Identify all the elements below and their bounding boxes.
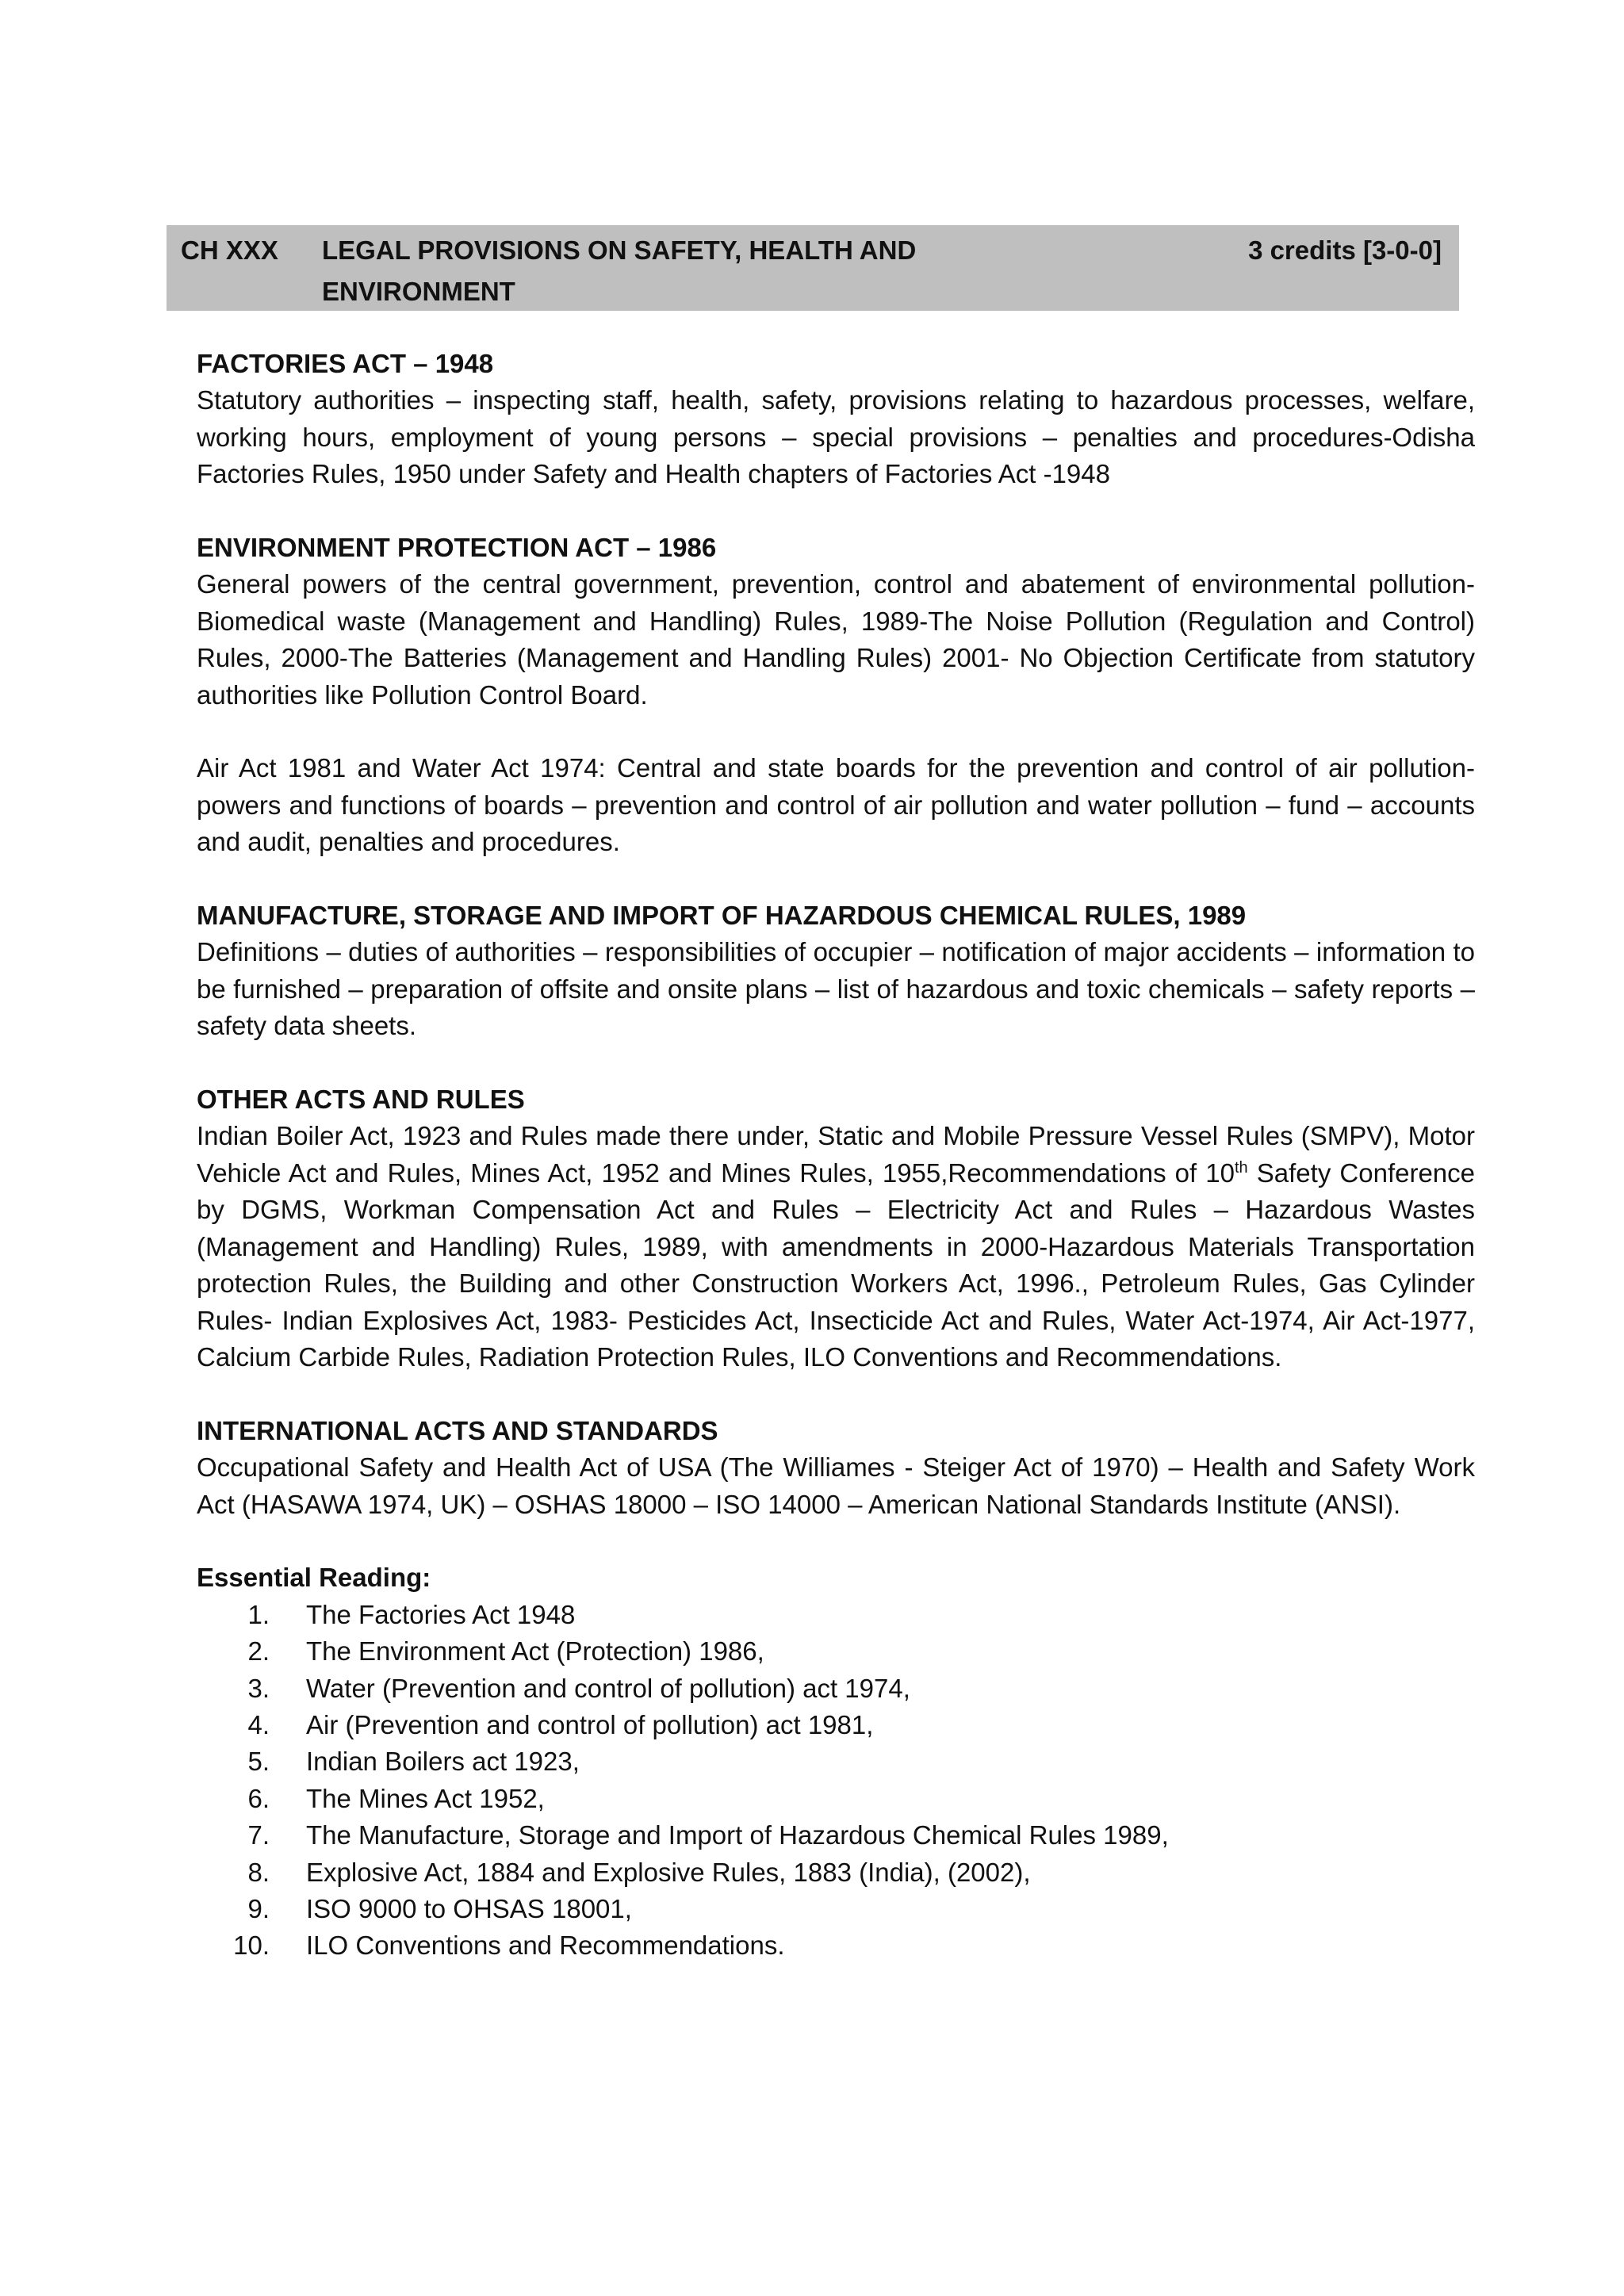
list-number: 4. xyxy=(247,1709,270,1739)
course-title: LEGAL PROVISIONS ON SAFETY, HEALTH AND ENVIRONMENT xyxy=(322,235,917,306)
section-international-acts xyxy=(197,1413,1475,1523)
course-code: CH XXX xyxy=(181,235,278,265)
list-item xyxy=(197,1781,1475,1817)
section-body-text: Indian Boiler Act, 1923 and Rules made there under, Static and Mobile Pressure Vessel Rules (SMPV), Motor Vehicle Act and Rules, Mines Act, 1952 and Mines Rules, 1955,Recommendations of 10 xyxy=(197,1121,1475,1188)
list-item xyxy=(197,1854,1475,1891)
list-item xyxy=(197,1707,1475,1743)
list-text: Indian Boilers act 1923, xyxy=(306,1747,580,1777)
reading-list xyxy=(197,1597,1475,1965)
ordinal-suffix: th xyxy=(1234,1158,1248,1177)
list-text: The Manufacture, Storage and Import of Hazardous Chemical Rules 1989, xyxy=(306,1820,1169,1850)
section-other-acts xyxy=(197,1081,1475,1376)
list-number: 2. xyxy=(247,1636,270,1667)
list-text: Explosive Act, 1884 and Explosive Rules, 1883 (India), (2002), xyxy=(306,1857,1031,1887)
list-item xyxy=(197,1743,1475,1780)
list-number: 10. xyxy=(233,1931,270,1961)
section-heading: INTERNATIONAL ACTS AND STANDARDS xyxy=(197,1415,718,1445)
course-header xyxy=(167,225,1459,311)
list-number: 6. xyxy=(247,1783,270,1813)
section-body: Occupational Safety and Health Act of USA (The Williames - Steiger Act of 1970) – Health and Safety Work Act (HASAWA 1974, UK) – OSHAS 18000 – ISO 14000 – American National Standards Institute (ANSI). xyxy=(197,1452,1475,1519)
section-air-water-act xyxy=(197,750,1475,860)
section-body: General powers of the central government, prevention, control and abatement of environmental pollution-Biomedical waste (Management and Handling) Rules, 1989-The Noise Pollution (Regulation and Control) Rules, 2000-The Batteries (Management and Handling Rules) 2001- No Objection Certificate from statutory authorities like Pollution Control Board. xyxy=(197,569,1475,710)
essential-reading-heading: Essential Reading: xyxy=(197,1563,431,1593)
syllabus-content xyxy=(197,346,1475,1965)
list-number: 1. xyxy=(247,1599,270,1629)
list-text: The Factories Act 1948 xyxy=(306,1599,576,1629)
list-item xyxy=(197,1817,1475,1854)
section-hazardous-chemical-rules xyxy=(197,897,1475,1045)
section-heading: FACTORIES ACT – 1948 xyxy=(197,349,494,378)
section-body xyxy=(197,1118,1475,1376)
list-number: 3. xyxy=(247,1673,270,1703)
course-credits: 3 credits [3-0-0] xyxy=(1248,235,1442,265)
section-heading: MANUFACTURE, STORAGE AND IMPORT OF HAZARDOUS CHEMICAL RULES, 1989 xyxy=(197,901,1247,931)
list-item xyxy=(197,1597,1475,1633)
list-item xyxy=(197,1670,1475,1707)
section-body: Air Act 1981 and Water Act 1974: Central and state boards for the prevention and control of air pollution-powers and functions of boards – prevention and control of air pollution and water pollution – fund – accounts and audit, penalties and procedures. xyxy=(197,753,1475,857)
list-number: 8. xyxy=(247,1857,270,1887)
section-factories-act xyxy=(197,346,1475,493)
list-text: ISO 9000 to OHSAS 18001, xyxy=(306,1893,632,1923)
section-heading: ENVIRONMENT PROTECTION ACT – 1986 xyxy=(197,533,717,563)
list-number: 7. xyxy=(247,1820,270,1850)
list-item xyxy=(197,1891,1475,1927)
section-body: Statutory authorities – inspecting staff, health, safety, provisions relating to hazardous processes, welfare, working hours, employment of young persons – special provisions – penalties and procedures-Odisha Factories Rules, 1950 under Safety and Health chapters of Factories Act -1948 xyxy=(197,385,1475,489)
essential-reading xyxy=(197,1559,1475,1964)
section-body-text: Safety Conference by DGMS, Workman Compensation Act and Rules – Electricity Act and Rules – Hazardous Wastes (Management and Handling) Rules, 1989, with amendments in 2000-Hazardous Materials Transportation protection Rules, the Building and other Construction Workers Act, 1996., Petroleum Rules, Gas Cylinder Rules- Indian Explosives Act, 1983- Pesticides Act, Insecticide Act and Rules, Water Act-1974, Air Act-1977, Calcium Carbide Rules, Radiation Protection Rules, ILO Conventions and Recommendations. xyxy=(197,1158,1476,1372)
list-text: The Environment Act (Protection) 1986, xyxy=(306,1636,764,1667)
list-text: Air (Prevention and control of pollution) act 1981, xyxy=(306,1709,874,1739)
section-body: Definitions – duties of authorities – responsibilities of occupier – notification of major accidents – information to be furnished – preparation of offsite and onsite plans – list of hazardous and toxic chemicals – safety reports – safety data sheets. xyxy=(197,937,1475,1041)
list-number: 9. xyxy=(247,1893,270,1923)
list-item xyxy=(197,1927,1475,1964)
list-text: Water (Prevention and control of pollution) act 1974, xyxy=(306,1673,910,1703)
list-item xyxy=(197,1633,1475,1670)
list-text: ILO Conventions and Recommendations. xyxy=(306,1931,785,1961)
list-number: 5. xyxy=(247,1747,270,1777)
section-heading: OTHER ACTS AND RULES xyxy=(197,1085,525,1115)
list-text: The Mines Act 1952, xyxy=(306,1783,545,1813)
section-environment-protection-act xyxy=(197,530,1475,714)
